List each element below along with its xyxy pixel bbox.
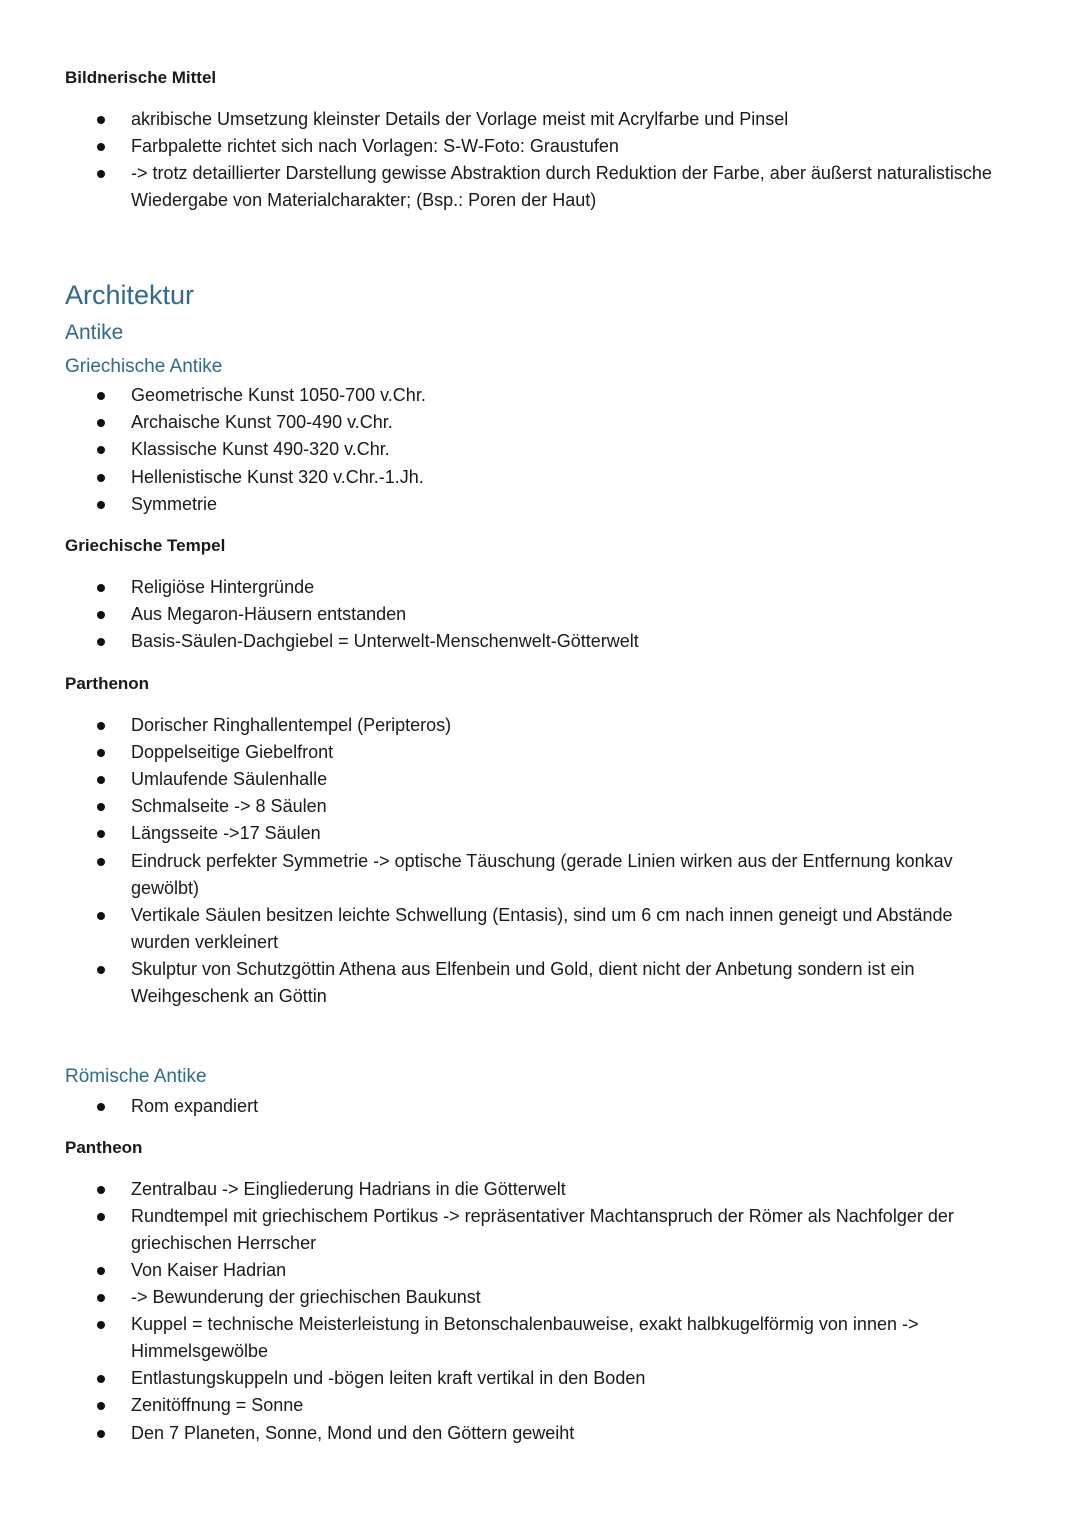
list-item: Farbpalette richtet sich nach Vorlagen: S-W-Foto: Graustufen [131, 136, 619, 156]
list-item: Religiöse Hintergründe [131, 577, 315, 597]
heading-griechische-tempel: Griechische Tempel [65, 536, 226, 555]
list-item: Rundtempel mit griechischem Portikus -> repräsentativer Machtanspruch der Römer als Nachfolger der [131, 1206, 954, 1226]
bullet-icon [97, 584, 105, 592]
list-item: Klassische Kunst 490-320 v.Chr. [131, 439, 390, 459]
list-item: Eindruck perfekter Symmetrie -> optische Täuschung (gerade Linien wirken aus der Entfernung konkav [131, 851, 953, 871]
bullet-icon [97, 446, 105, 454]
list-item: Kuppel = technische Meisterleistung in Betonschalenbauweise, exakt halbkugelförmig von innen -> [131, 1314, 919, 1334]
list-item: Schmalseite -> 8 Säulen [131, 796, 327, 816]
list-item: Doppelseitige Giebelfront [131, 742, 334, 762]
list-item: Aus Megaron-Häusern entstanden [131, 604, 407, 624]
bullet-icon [97, 1402, 105, 1410]
heading-bildnerische-mittel: Bildnerische Mittel [65, 68, 217, 87]
bullet-icon [97, 912, 105, 920]
bullet-icon [97, 749, 105, 757]
list-item: -> Bewunderung der griechischen Baukunst [131, 1287, 481, 1307]
heading-antike: Antike [65, 321, 124, 344]
bullet-icon [97, 474, 105, 482]
list-item-continuation: Weihgeschenk an Göttin [131, 986, 327, 1006]
list-item: Den 7 Planeten, Sonne, Mond und den Göttern geweiht [131, 1423, 575, 1443]
list-item: Rom expandiert [131, 1096, 259, 1116]
list-item: Längsseite ->17 Säulen [131, 823, 321, 843]
bullet-icon [97, 611, 105, 619]
bullet-icon [97, 1103, 105, 1111]
bullet-icon [97, 1213, 105, 1221]
bullet-icon [97, 803, 105, 811]
list-item: Symmetrie [131, 494, 218, 514]
bullet-icon [97, 392, 105, 400]
heading-griechische-antike: Griechische Antike [65, 356, 223, 377]
list-item: Skulptur von Schutzgöttin Athena aus Elfenbein und Gold, dient nicht der Anbetung sondern ist ein [131, 959, 915, 979]
list-item: -> trotz detaillierter Darstellung gewisse Abstraktion durch Reduktion der Farbe, aber äußerst naturalistische [131, 163, 992, 183]
heading-roemische-antike: Römische Antike [65, 1066, 207, 1087]
list-item-continuation: Wiedergabe von Materialcharakter; (Bsp.: Poren der Haut) [131, 190, 597, 210]
bullet-icon [97, 1186, 105, 1194]
bullet-icon [97, 1294, 105, 1302]
list-item: Dorischer Ringhallentempel (Peripteros) [131, 715, 452, 735]
bullet-icon [97, 1267, 105, 1275]
bullet-icon [97, 1430, 105, 1438]
bullet-icon [97, 1375, 105, 1383]
list-item: Zentralbau -> Eingliederung Hadrians in die Götterwelt [131, 1179, 566, 1199]
bullet-icon [97, 170, 105, 178]
bullet-icon [97, 858, 105, 866]
list-item: Entlastungskuppeln und -bögen leiten kraft vertikal in den Boden [131, 1368, 646, 1388]
heading-architektur: Architektur [65, 280, 195, 310]
heading-parthenon: Parthenon [65, 674, 150, 693]
bullet-icon [97, 419, 105, 427]
list-item: akribische Umsetzung kleinster Details der Vorlage meist mit Acrylfarbe und Pinsel [131, 109, 789, 129]
list-item: Umlaufende Säulenhalle [131, 769, 328, 789]
bullet-icon [97, 143, 105, 151]
bullet-icon [97, 776, 105, 784]
list-item: Vertikale Säulen besitzen leichte Schwellung (Entasis), sind um 6 cm nach innen geneigt und Abstände [131, 905, 953, 925]
list-item: Von Kaiser Hadrian [131, 1260, 287, 1280]
bullet-icon [97, 116, 105, 124]
bullet-icon [97, 722, 105, 730]
bullet-icon [97, 830, 105, 838]
list-item: Hellenistische Kunst 320 v.Chr.-1.Jh. [131, 467, 424, 487]
bullet-icon [97, 1321, 105, 1329]
list-item-continuation: griechischen Herrscher [131, 1233, 317, 1253]
list-item-continuation: gewölbt) [131, 878, 200, 898]
list-item: Geometrische Kunst 1050-700 v.Chr. [131, 385, 426, 405]
bullet-icon [97, 501, 105, 509]
list-item: Zenitöffnung = Sonne [131, 1395, 304, 1415]
bullet-icon [97, 966, 105, 974]
bullet-icon [97, 638, 105, 646]
list-item-continuation: wurden verkleinert [131, 932, 279, 952]
list-item: Basis-Säulen-Dachgiebel = Unterwelt-Menschenwelt-Götterwelt [131, 631, 639, 651]
list-item: Archaische Kunst 700-490 v.Chr. [131, 412, 393, 432]
list-item-continuation: Himmelsgewölbe [131, 1341, 269, 1361]
heading-pantheon: Pantheon [65, 1138, 143, 1157]
